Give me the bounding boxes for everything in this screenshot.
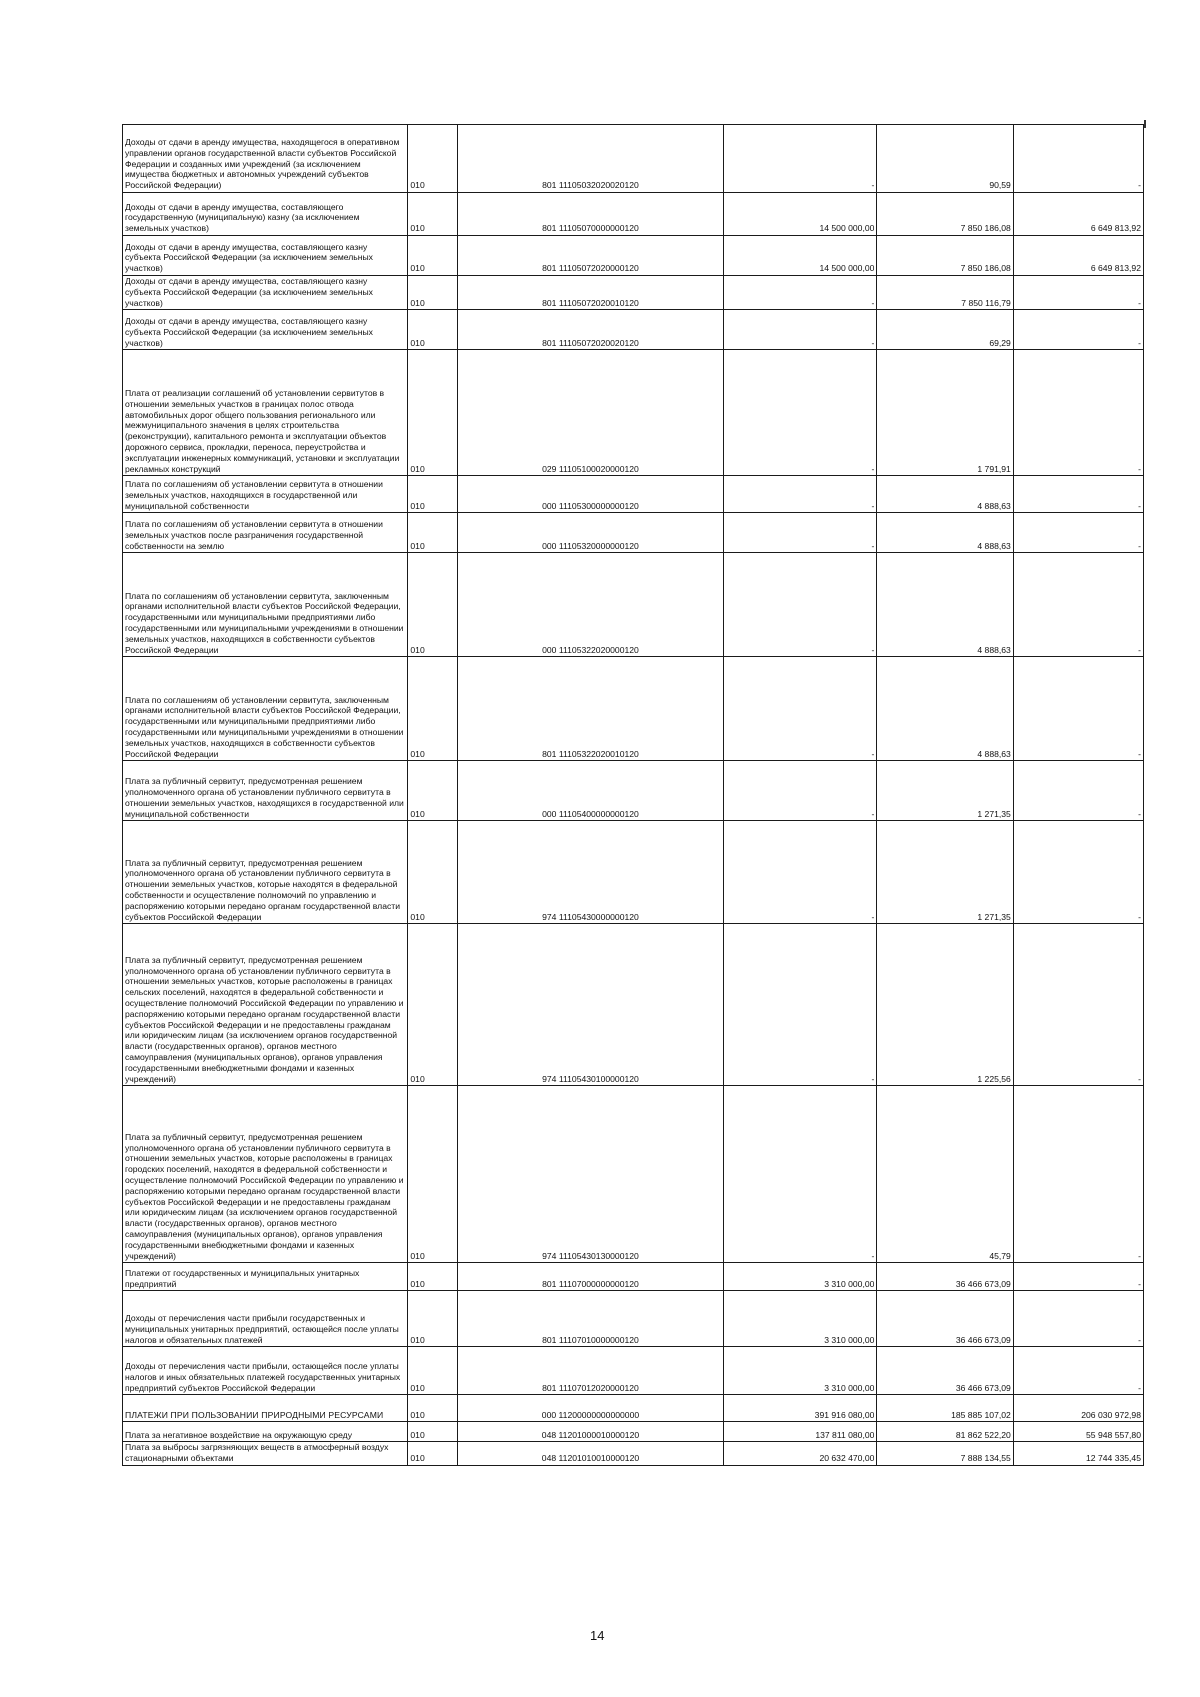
row-budget-code: 000 11105300000000120 <box>457 476 724 513</box>
row-approved-plan: 3 310 000,00 <box>724 1263 877 1291</box>
row-executed: 1 225,56 <box>877 924 1013 1086</box>
row-approved-plan: - <box>724 276 877 310</box>
page-number: 14 <box>590 1628 605 1643</box>
row-line-code: 010 <box>408 657 457 761</box>
row-unexecuted: - <box>1013 310 1143 350</box>
table-row <box>123 821 1144 924</box>
row-approved-plan: 3 310 000,00 <box>724 1347 877 1395</box>
row-line-code: 010 <box>408 350 457 476</box>
table-edge-mark <box>1144 120 1146 128</box>
row-unexecuted: - <box>1013 761 1143 821</box>
row-name: Доходы от сдачи в аренду имущества, составляющего казну субъекта Российской Федерации (за исключением земельных участков) <box>123 310 408 350</box>
table-row <box>123 125 1144 193</box>
row-unexecuted: 206 030 972,98 <box>1013 1395 1143 1422</box>
row-line-code: 010 <box>408 553 457 657</box>
row-line-code: 010 <box>408 821 457 924</box>
row-executed: 4 888,63 <box>877 476 1013 513</box>
row-line-code: 010 <box>408 1422 457 1442</box>
table-row <box>123 276 1144 310</box>
row-unexecuted: - <box>1013 513 1143 553</box>
row-unexecuted: - <box>1013 1347 1143 1395</box>
row-unexecuted: - <box>1013 821 1143 924</box>
row-line-code: 010 <box>408 1395 457 1422</box>
row-budget-code: 000 11200000000000000 <box>457 1395 724 1422</box>
row-budget-code: 801 11107010000000120 <box>457 1291 724 1347</box>
revenue-report-table <box>122 124 1144 1466</box>
row-line-code: 010 <box>408 1086 457 1263</box>
row-budget-code: 974 11105430100000120 <box>457 924 724 1086</box>
row-unexecuted: - <box>1013 553 1143 657</box>
row-unexecuted: - <box>1013 1086 1143 1263</box>
row-unexecuted: 6 649 813,92 <box>1013 236 1143 276</box>
row-unexecuted: - <box>1013 1291 1143 1347</box>
table-row <box>123 193 1144 236</box>
row-executed: 4 888,63 <box>877 657 1013 761</box>
row-approved-plan: - <box>724 310 877 350</box>
row-name: Плата за публичный сервитут, предусмотренная решением уполномоченного органа об установлении публичного сервитута в отношении земельных участков, которые расположены в границах городских поселений, находятся в федеральной собственности и осуществление полномочий Российской Федерации по управлению и распоряжению которыми передано органам государственной власти субъектов Российской Федерации и не предоставлены гражданам или юридическим лицам (за исключением органов государственной власти (государственных органов), органов местного самоуправления (муниципальных органов), органов управления государственными внебюджетными фондами и казенных учреждений) <box>123 1086 408 1263</box>
row-executed: 1 271,35 <box>877 761 1013 821</box>
row-budget-code: 974 11105430130000120 <box>457 1086 724 1263</box>
row-approved-plan: - <box>724 821 877 924</box>
table-row <box>123 761 1144 821</box>
row-executed: 7 888 134,55 <box>877 1442 1013 1466</box>
row-budget-code: 974 11105430000000120 <box>457 821 724 924</box>
row-name: Плата за негативное воздействие на окружающую среду <box>123 1422 408 1442</box>
row-line-code: 010 <box>408 1291 457 1347</box>
row-approved-plan: 3 310 000,00 <box>724 1291 877 1347</box>
row-approved-plan: - <box>724 657 877 761</box>
row-budget-code: 801 11105072020000120 <box>457 236 724 276</box>
row-unexecuted: 6 649 813,92 <box>1013 193 1143 236</box>
table-row <box>123 553 1144 657</box>
row-name: Плата за выбросы загрязняющих веществ в атмосферный воздух стационарными объектами <box>123 1442 408 1466</box>
table-row <box>123 513 1144 553</box>
row-unexecuted: 55 948 557,80 <box>1013 1422 1143 1442</box>
row-line-code: 010 <box>408 125 457 193</box>
row-budget-code: 801 11107000000000120 <box>457 1263 724 1291</box>
row-executed: 69,29 <box>877 310 1013 350</box>
row-approved-plan: 137 811 080,00 <box>724 1422 877 1442</box>
row-name: Доходы от сдачи в аренду имущества, составляющего казну субъекта Российской Федерации (за исключением земельных участков) <box>123 236 408 276</box>
row-approved-plan: - <box>724 1086 877 1263</box>
row-executed: 7 850 186,08 <box>877 193 1013 236</box>
row-line-code: 010 <box>408 236 457 276</box>
row-unexecuted: 12 744 335,45 <box>1013 1442 1143 1466</box>
row-budget-code: 000 11105322020000120 <box>457 553 724 657</box>
row-budget-code: 801 11105322020010120 <box>457 657 724 761</box>
row-line-code: 010 <box>408 924 457 1086</box>
table-row <box>123 657 1144 761</box>
row-line-code: 010 <box>408 1263 457 1291</box>
report-table-body <box>123 125 1144 1466</box>
row-executed: 81 862 522,20 <box>877 1422 1013 1442</box>
row-unexecuted: - <box>1013 476 1143 513</box>
row-line-code: 010 <box>408 1347 457 1395</box>
table-row <box>123 924 1144 1086</box>
row-approved-plan: - <box>724 125 877 193</box>
row-executed: 36 466 673,09 <box>877 1347 1013 1395</box>
row-name: ПЛАТЕЖИ ПРИ ПОЛЬЗОВАНИИ ПРИРОДНЫМИ РЕСУРСАМИ <box>123 1395 408 1422</box>
row-executed: 185 885 107,02 <box>877 1395 1013 1422</box>
row-approved-plan: 14 500 000,00 <box>724 193 877 236</box>
row-budget-code: 029 11105100020000120 <box>457 350 724 476</box>
row-unexecuted: - <box>1013 924 1143 1086</box>
row-name: Доходы от сдачи в аренду имущества, составляющего казну субъекта Российской Федерации (за исключением земельных участков) <box>123 276 408 310</box>
row-executed: 7 850 116,79 <box>877 276 1013 310</box>
table-row <box>123 1263 1144 1291</box>
row-budget-code: 000 11105400000000120 <box>457 761 724 821</box>
row-approved-plan: 14 500 000,00 <box>724 236 877 276</box>
row-executed: 1 791,91 <box>877 350 1013 476</box>
table-row <box>123 236 1144 276</box>
row-unexecuted: - <box>1013 1263 1143 1291</box>
row-approved-plan: 20 632 470,00 <box>724 1442 877 1466</box>
row-name: Плата за публичный сервитут, предусмотренная решением уполномоченного органа об установлении публичного сервитута в отношении земельных участков, которые находятся в федеральной собственности и осуществление полномочий по управлению и распоряжению которыми передано органам государственной власти субъектов Российской Федерации <box>123 821 408 924</box>
row-line-code: 010 <box>408 193 457 236</box>
table-row <box>123 1395 1144 1422</box>
table-row <box>123 1086 1144 1263</box>
table-row <box>123 350 1144 476</box>
row-budget-code: 048 11201010010000120 <box>457 1442 724 1466</box>
table-row <box>123 1291 1144 1347</box>
row-budget-code: 801 11105070000000120 <box>457 193 724 236</box>
row-line-code: 010 <box>408 761 457 821</box>
table-row <box>123 1442 1144 1466</box>
row-approved-plan: 391 916 080,00 <box>724 1395 877 1422</box>
row-line-code: 010 <box>408 513 457 553</box>
row-unexecuted: - <box>1013 276 1143 310</box>
table-row <box>123 476 1144 513</box>
row-line-code: 010 <box>408 310 457 350</box>
row-name: Плата по соглашениям об установлении сервитута, заключенным органами исполнительной власти субъектов Российской Федерации, государственными или муниципальными предприятиями либо государственными или муниципальными учреждениями в отношении земельных участков, находящихся в собственности субъектов Российской Федерации <box>123 553 408 657</box>
row-name: Доходы от перечисления части прибыли государственных и муниципальных унитарных предприятий, остающейся после уплаты налогов и обязательных платежей <box>123 1291 408 1347</box>
row-name: Платежи от государственных и муниципальных унитарных предприятий <box>123 1263 408 1291</box>
row-approved-plan: - <box>724 924 877 1086</box>
row-budget-code: 801 11107012020000120 <box>457 1347 724 1395</box>
row-approved-plan: - <box>724 476 877 513</box>
row-budget-code: 801 11105072020010120 <box>457 276 724 310</box>
table-row <box>123 1422 1144 1442</box>
row-line-code: 010 <box>408 1442 457 1466</box>
row-executed: 36 466 673,09 <box>877 1291 1013 1347</box>
row-executed: 4 888,63 <box>877 513 1013 553</box>
row-budget-code: 801 11105032020020120 <box>457 125 724 193</box>
row-unexecuted: - <box>1013 657 1143 761</box>
table-row <box>123 310 1144 350</box>
row-budget-code: 048 11201000010000120 <box>457 1422 724 1442</box>
row-executed: 90,59 <box>877 125 1013 193</box>
row-name: Доходы от перечисления части прибыли, остающейся после уплаты налогов и иных обязательных платежей государственных унитарных предприятий субъектов Российской Федерации <box>123 1347 408 1395</box>
row-executed: 36 466 673,09 <box>877 1263 1013 1291</box>
row-executed: 1 271,35 <box>877 821 1013 924</box>
row-name: Плата по соглашениям об установлении сервитута в отношении земельных участков после разграничения государственной собственности на землю <box>123 513 408 553</box>
row-approved-plan: - <box>724 553 877 657</box>
row-budget-code: 801 11105072020020120 <box>457 310 724 350</box>
row-name: Плата от реализации соглашений об установлении сервитутов в отношении земельных участков в границах полос отвода автомобильных дорог общего пользования регионального или межмуниципального значения в целях строительства (реконструкции), капитального ремонта и эксплуатации объектов дорожного сервиса, прокладки, переноса, переустройства и эксплуатации инженерных коммуникаций, установки и эксплуатации рекламных конструкций <box>123 350 408 476</box>
row-budget-code: 000 11105320000000120 <box>457 513 724 553</box>
row-approved-plan: - <box>724 350 877 476</box>
table-row <box>123 1347 1144 1395</box>
row-unexecuted: - <box>1013 125 1143 193</box>
row-line-code: 010 <box>408 476 457 513</box>
row-name: Плата за публичный сервитут, предусмотренная решением уполномоченного органа об установлении публичного сервитута в отношении земельных участков, находящихся в государственной или муниципальной собственности <box>123 761 408 821</box>
row-approved-plan: - <box>724 513 877 553</box>
row-name: Плата за публичный сервитут, предусмотренная решением уполномоченного органа об установлении публичного сервитута в отношении земельных участков, которые расположены в границах сельских поселений, находятся в федеральной собственности и осуществление полномочий Российской Федерации по управлению и распоряжению которыми передано органам государственной власти субъектов Российской Федерации и не предоставлены гражданам или юридическим лицам (за исключением органов государственной власти (государственных органов), органов местного самоуправления (муниципальных органов), органов управления государственными внебюджетными фондами и казенных учреждений) <box>123 924 408 1086</box>
row-executed: 45,79 <box>877 1086 1013 1263</box>
row-line-code: 010 <box>408 276 457 310</box>
row-name: Доходы от сдачи в аренду имущества, составляющего государственную (муниципальную) казну (за исключением земельных участков) <box>123 193 408 236</box>
row-approved-plan: - <box>724 761 877 821</box>
row-name: Плата по соглашениям об установлении сервитута, заключенным органами исполнительной власти субъектов Российской Федерации, государственными или муниципальными предприятиями либо государственными или муниципальными учреждениями в отношении земельных участков, находящихся в собственности субъектов Российской Федерации <box>123 657 408 761</box>
row-name: Доходы от сдачи в аренду имущества, находящегося в оперативном управлении органов государственной власти субъектов Российской Федерации и созданных ими учреждений (за исключением имущества бюджетных и автономных учреждений субъектов Российской Федерации) <box>123 125 408 193</box>
row-executed: 7 850 186,08 <box>877 236 1013 276</box>
row-name: Плата по соглашениям об установлении сервитута в отношении земельных участков, находящихся в государственной или муниципальной собственности <box>123 476 408 513</box>
row-unexecuted: - <box>1013 350 1143 476</box>
row-executed: 4 888,63 <box>877 553 1013 657</box>
